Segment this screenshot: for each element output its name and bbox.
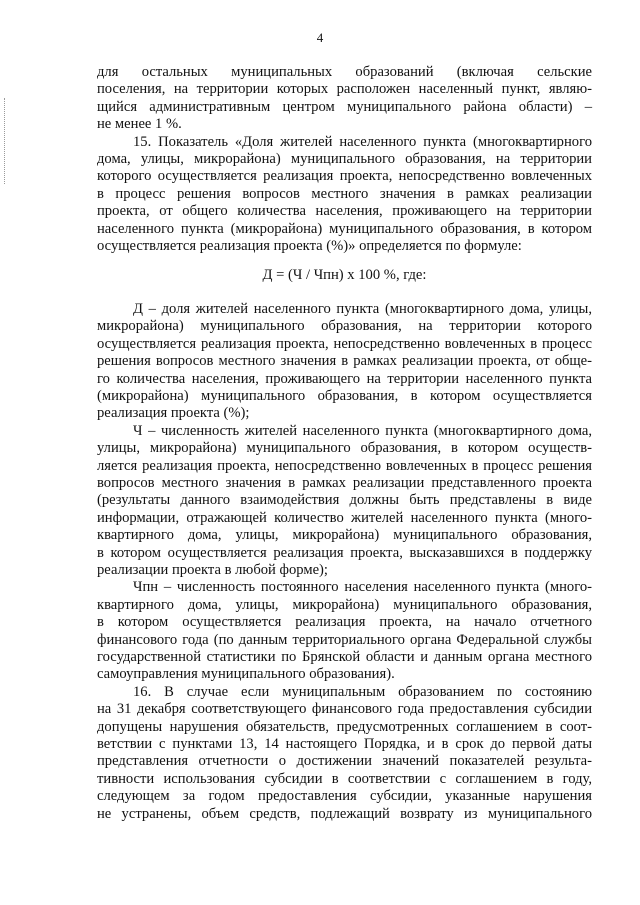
text-line: не устранены, объем средств, подлежащий возврату из муниципального	[97, 805, 592, 822]
text-line: квартирного дома, улицы, микрорайона) муниципального образования,	[97, 596, 592, 613]
text-line: (микрорайона) муниципального образования, в котором осуществляется	[97, 387, 592, 404]
text-line: проекта, от общего количества населения, проживающего на территории	[97, 203, 592, 220]
text-line: допущены нарушения обязательств, предусмотренных соглашением в соот-	[97, 718, 592, 735]
text-line: ветствии с пунктами 13, 14 настоящего Порядка, и в срок до первой даты	[97, 736, 592, 753]
text-line: улицы, микрорайона) муниципального образования, в котором осуществ-	[97, 440, 592, 457]
text-line: населенного пункта (микрорайона) муниципального образования, в котором	[97, 220, 592, 237]
text-line: информации, отражающей количество жителей населенного пункта (много-	[97, 509, 592, 526]
text-line: осуществляется реализация проекта (%)» определяется по формуле:	[97, 238, 522, 255]
document-body	[97, 64, 592, 823]
text-line: в котором осуществляется реализация проекта, высказавшихся в поддержку	[97, 544, 592, 561]
text-line: Д – доля жителей населенного пункта (многоквартирного дома, улицы,	[133, 300, 592, 317]
text-line: которого осуществляется реализация проекта, непосредственно вовлеченных	[97, 168, 592, 185]
text-line: самоуправления муниципального образования).	[97, 666, 395, 683]
page-number: 4	[316, 30, 324, 45]
paragraph-14-continuation	[97, 64, 592, 134]
text-line: щийся административным центром муниципального района области) –	[97, 98, 592, 115]
formula: Д = (Ч / Чпн) х 100 %, где:	[262, 267, 427, 284]
text-line: в котором осуществляется реализация проекта, на начало отчетного	[97, 614, 592, 631]
text-line: Чпн – численность постоянного населения населенного пункта (много-	[133, 579, 592, 596]
definition-ch	[97, 423, 592, 580]
text-line: реализация проекта (%);	[97, 405, 250, 422]
text-line: дома, улицы, микрорайона) муниципального образования, на территории	[97, 151, 592, 168]
text-line: финансового года (по данным территориального органа Федеральной службы	[97, 631, 592, 648]
text-line: не менее 1 %.	[97, 116, 182, 133]
scan-margin-marks	[4, 98, 7, 184]
text-line: на 31 декабря соответствующего финансового года предоставления субсидии	[97, 701, 592, 718]
text-line: представления отчетности о достижении значений показателей результа-	[97, 753, 592, 770]
text-line: микрорайона) муниципального образования, на территории которого	[97, 318, 592, 335]
text-line: осуществляется реализация проекта, непосредственно вовлеченных в процесс	[97, 335, 592, 352]
text-line: Ч – численность жителей населенного пункта (многоквартирного дома,	[133, 422, 592, 439]
text-line: поселения, на территории которых расположен населенный пункт, являю-	[97, 81, 592, 98]
text-line: тивности использования субсидии в соответствии с соглашением в году,	[97, 770, 592, 787]
text-line: вопросов местного значения в рамках реализации представленного проекта	[97, 474, 592, 491]
paragraph-15	[97, 134, 592, 256]
paragraph-16	[97, 684, 592, 823]
text-line: квартирного дома, улицы, микрорайона) муниципального образования,	[97, 527, 592, 544]
text-line: ляется реализация проекта, непосредственно вовлеченных в процесс решения	[97, 457, 592, 474]
text-line: (результаты данного взаимодействия должны быть представлены в виде	[97, 492, 592, 509]
text-line: 16. В случае если муниципальным образованием по состоянию	[133, 683, 592, 700]
definition-d	[97, 301, 592, 423]
text-line: 15. Показатель «Доля жителей населенного пункта (многоквартирного	[133, 133, 592, 150]
text-line: следующем за годом предоставления субсидии, указанные нарушения	[97, 788, 592, 805]
text-line: го количества населения, проживающего на территории населенного пункта	[97, 370, 592, 387]
text-line: решения вопросов местного значения в рамках реализации проекта, от обще-	[97, 353, 592, 370]
text-line: государственной статистики по Брянской области и данным органа местного	[97, 649, 592, 665]
definition-chpn	[97, 579, 592, 683]
text-line: реализации проекта в любой форме);	[97, 561, 328, 578]
text-line: в процесс решения вопросов местного значения в рамках реализации	[97, 185, 592, 202]
text-line: для остальных муниципальных образований (включая сельские	[97, 64, 592, 80]
